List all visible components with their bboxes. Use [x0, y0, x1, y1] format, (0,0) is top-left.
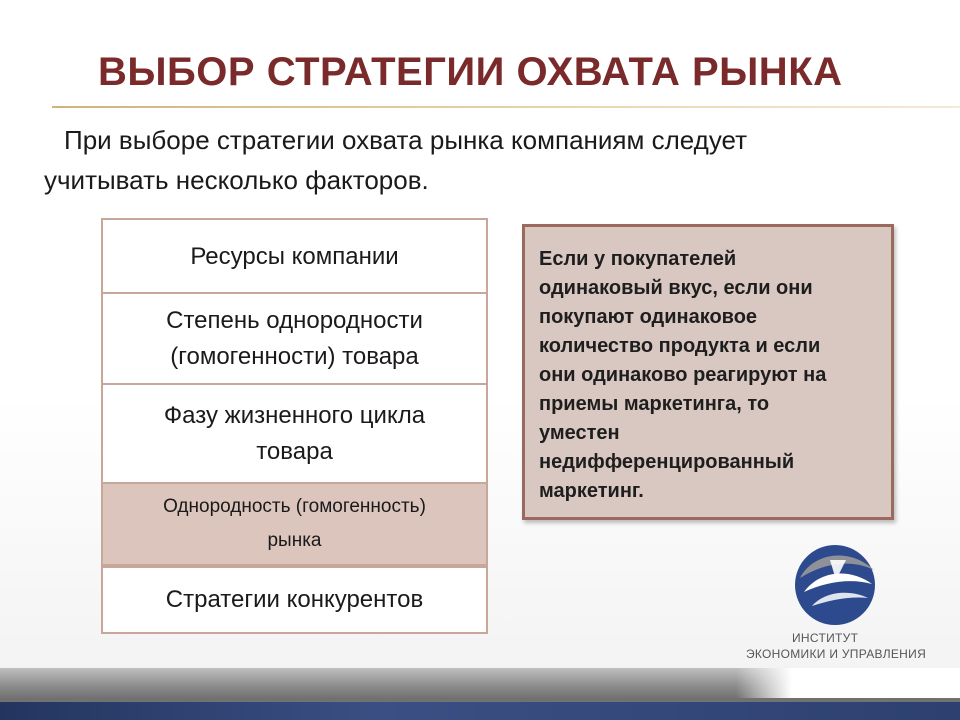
org-line-1: ИНСТИТУТ [792, 631, 859, 645]
factor-text: (гомогенности) товара [170, 342, 419, 370]
organization-name [736, 630, 936, 662]
factor-text: Фазу жизненного цикла [163, 401, 426, 429]
callout-line: Если у покупателей [539, 248, 737, 270]
org-line-2: ЭКОНОМИКИ И УПРАВЛЕНИЯ [745, 647, 927, 661]
title-divider [52, 106, 960, 108]
intro-line-2: учитывать несколько факторов. [44, 165, 429, 195]
callout-line: приемы маркетинга, то [539, 393, 770, 415]
footer-accent-stripe [0, 702, 960, 720]
footer-highlight [736, 668, 960, 698]
callout-line: уместен [539, 422, 620, 444]
callout-line: покупают одинаковое [539, 306, 758, 328]
callout-line: одинаковый вкус, если они [539, 277, 813, 299]
callout-line: маркетинг. [539, 480, 644, 502]
callout-line: количество продукта и если [539, 335, 821, 357]
factor-text: Степень однородности [166, 306, 423, 334]
intro-line-1: При выборе стратегии охвата рынка компаниям следует [64, 125, 748, 155]
factor-text: товара [256, 437, 333, 465]
intro-text [44, 120, 864, 200]
factor-text: рынка [267, 530, 322, 551]
factor-text: Стратегии конкурентов [165, 586, 424, 613]
factor-box-resources [101, 218, 488, 296]
callout-text [539, 245, 889, 506]
factor-text: Однородность (гомогенность) [163, 496, 426, 517]
factor-box-competitor-strategies [101, 566, 488, 634]
factor-box-product-homogeneity [101, 292, 488, 385]
factor-text: Ресурсы компании [190, 243, 399, 270]
slide-title: ВЫБОР СТРАТЕГИИ ОХВАТА РЫНКА [98, 50, 843, 94]
callout-line: они одинаково реагируют на [539, 364, 827, 386]
factor-box-life-cycle [101, 383, 488, 484]
callout-box [522, 224, 894, 520]
callout-line: недифференцированный [539, 451, 795, 473]
institute-logo-icon [790, 540, 880, 630]
factor-box-market-homogeneity [101, 482, 488, 566]
